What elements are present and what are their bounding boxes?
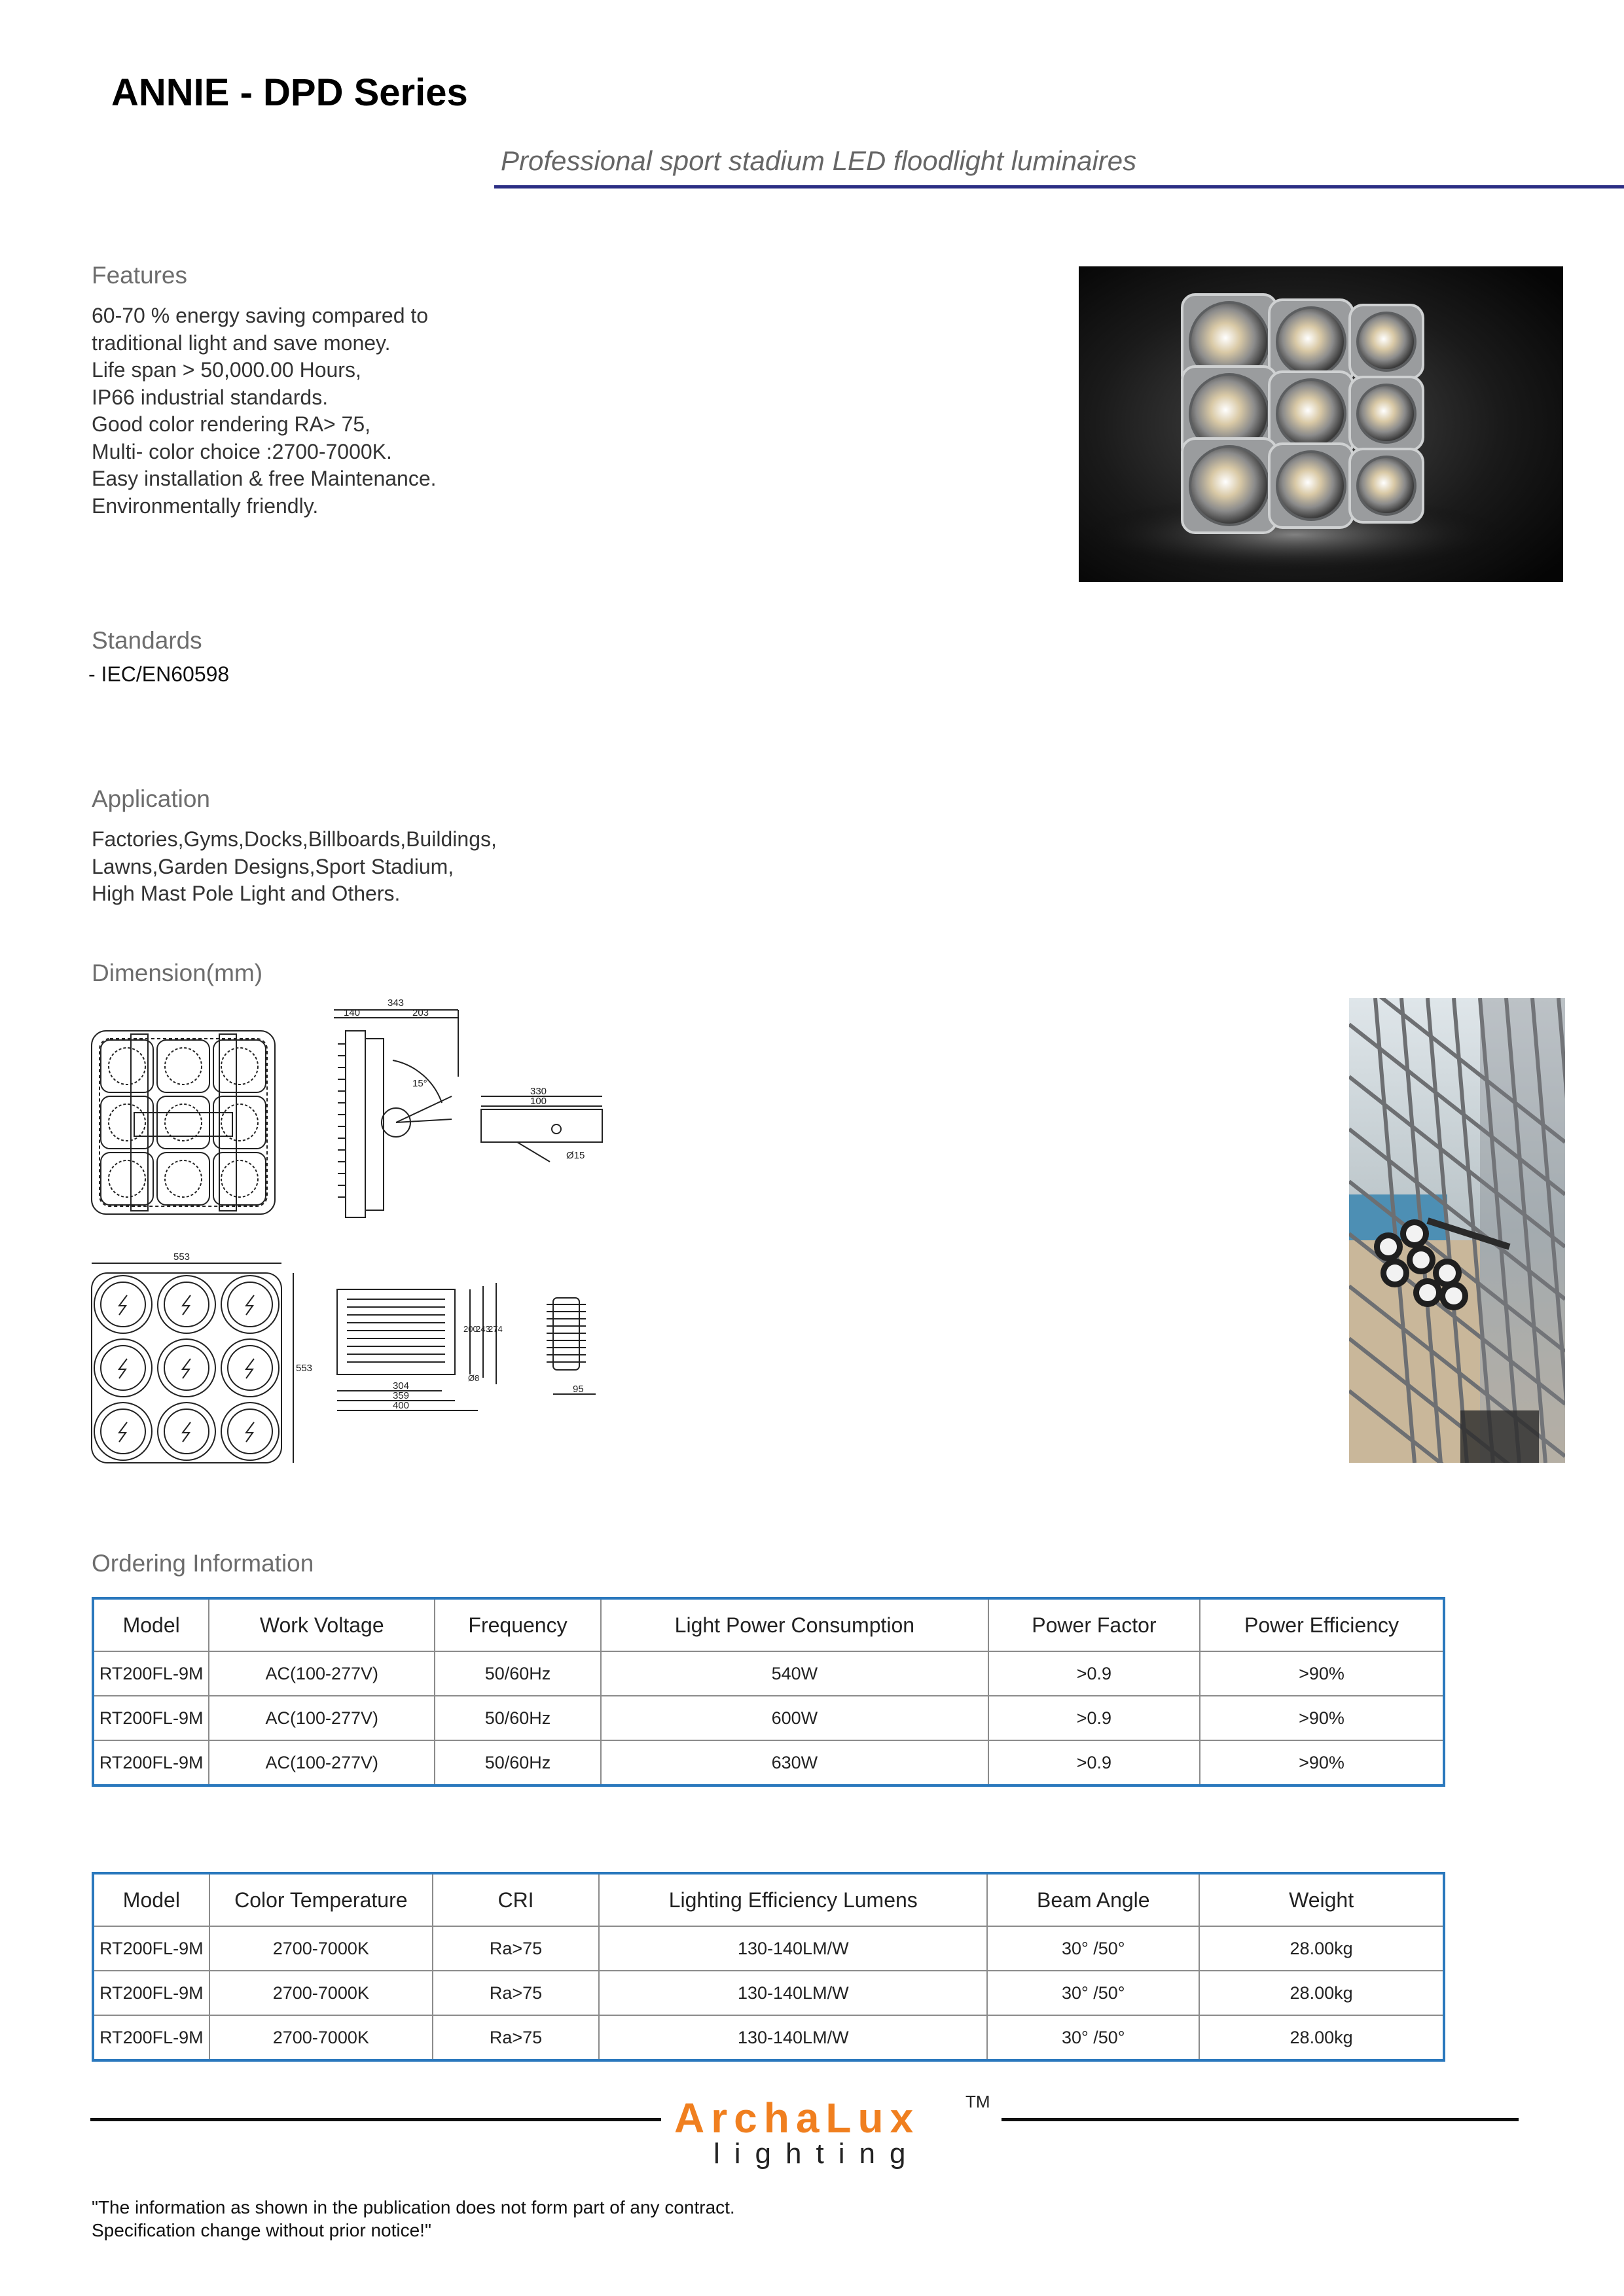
mini-lamp-lens — [1380, 1238, 1397, 1255]
table-cell: RT200FL-9M — [93, 1971, 209, 2015]
feature-line: Multi- color choice :2700-7000K. — [92, 439, 392, 463]
back-cell-ring — [109, 1104, 145, 1141]
table-cell: Ra>75 — [433, 1926, 599, 1971]
front-lens-outer — [221, 1339, 279, 1397]
front-lens-inner — [164, 1282, 209, 1327]
optical-spec-table — [92, 1872, 1445, 2062]
table-cell: RT200FL-9M — [93, 2015, 209, 2060]
application-heading: Application — [92, 785, 211, 812]
front-lens-inner — [228, 1409, 272, 1454]
table-row — [93, 1651, 1444, 1696]
table-cell: RT200FL-9M — [93, 1740, 209, 1785]
back-cell-ring — [109, 1160, 145, 1197]
feature-line: Easy installation & free Maintenance. — [92, 467, 437, 490]
dim-label: 200 — [463, 1324, 478, 1334]
front-lens-mark — [246, 1295, 254, 1315]
ordering-heading: Ordering Information — [92, 1550, 314, 1577]
mini-lamp-lens — [1419, 1284, 1436, 1301]
front-lens-outer — [158, 1276, 215, 1333]
dimension-heading: Dimension(mm) — [92, 960, 263, 986]
back-cell-ring — [221, 1104, 258, 1141]
lamp-lens — [1359, 458, 1414, 513]
table-cell: AC(100-277V) — [209, 1740, 435, 1785]
back-cell-ring — [109, 1048, 145, 1085]
front-lens-outer — [94, 1339, 152, 1397]
front-lens-outer — [94, 1403, 152, 1460]
dim-label: 274 — [488, 1324, 503, 1334]
dim-label: 95 — [573, 1384, 584, 1395]
table-cell: 28.00kg — [1199, 1926, 1444, 1971]
back-cell-ring — [221, 1048, 258, 1085]
electrical-spec-table — [92, 1597, 1445, 1787]
feature-line: Environmentally friendly. — [92, 493, 319, 518]
application-line: High Mast Pole Light and Others. — [92, 882, 401, 905]
mini-lamp-lens — [1445, 1287, 1462, 1304]
table-header: Work Voltage — [209, 1598, 435, 1651]
table-cell: 28.00kg — [1199, 1971, 1444, 2015]
front-view-drawing — [92, 1263, 293, 1463]
table-cell: 2700-7000K — [209, 2015, 433, 2060]
table-cell: >90% — [1200, 1740, 1444, 1785]
dimension-drawings — [85, 998, 609, 1469]
table-cell: 540W — [601, 1651, 988, 1696]
table-header: Power Factor — [988, 1598, 1200, 1651]
dim-label: 400 — [393, 1400, 410, 1411]
table-cell: AC(100-277V) — [209, 1696, 435, 1740]
front-lens-mark — [246, 1422, 254, 1442]
back-cell-ring — [165, 1160, 202, 1197]
logo-brand: ArchaLux — [674, 2094, 920, 2142]
mini-lamp-lens — [1406, 1225, 1423, 1242]
table-row — [93, 1971, 1444, 2015]
table-header: Beam Angle — [987, 1873, 1199, 1926]
dim-label: 304 — [393, 1380, 410, 1391]
lamp-lens — [1278, 381, 1344, 446]
table-header: Power Efficiency — [1200, 1598, 1444, 1651]
subtitle-underline — [494, 185, 1624, 188]
logo-sub: lighting — [713, 2138, 920, 2170]
driver-view-drawing — [337, 1283, 496, 1410]
table-cell: RT200FL-9M — [93, 1651, 209, 1696]
logo-rule-right — [992, 2118, 1519, 2121]
front-lens-inner — [228, 1346, 272, 1390]
feature-line: traditional light and save money. — [92, 331, 391, 355]
table-cell: 600W — [601, 1696, 988, 1740]
table-cell: 50/60Hz — [435, 1696, 601, 1740]
table-header: Lighting Efficiency Lumens — [599, 1873, 987, 1926]
driver-side-drawing — [547, 1298, 596, 1394]
front-lens-inner — [228, 1282, 272, 1327]
feature-line: 60-70 % energy saving compared to — [92, 304, 429, 327]
logo-rule-left — [90, 2118, 666, 2121]
table-header: Model — [93, 1598, 209, 1651]
mini-lamp-lens — [1386, 1265, 1403, 1282]
table-header: Light Power Consumption — [601, 1598, 988, 1651]
features-list — [92, 302, 437, 520]
front-lens-inner — [101, 1282, 145, 1327]
disclaimer-line: Specification change without prior notice!" — [92, 2220, 431, 2240]
table-cell: 2700-7000K — [209, 1971, 433, 2015]
dim-label: 203 — [412, 1007, 429, 1018]
application-list — [92, 826, 497, 908]
table-cell: 28.00kg — [1199, 2015, 1444, 2060]
front-lens-outer — [158, 1339, 215, 1397]
table-header: Weight — [1199, 1873, 1444, 1926]
feature-line: IP66 industrial standards. — [92, 385, 329, 409]
table-cell: 130-140LM/W — [599, 1926, 987, 1971]
table-cell: RT200FL-9M — [93, 1926, 209, 1971]
table-header: CRI — [433, 1873, 599, 1926]
table-row — [93, 2015, 1444, 2060]
table-cell: >0.9 — [988, 1740, 1200, 1785]
front-lens-mark — [119, 1359, 127, 1378]
front-lens-outer — [221, 1276, 279, 1333]
table-cell: 130-140LM/W — [599, 2015, 987, 2060]
table-header-row — [93, 1598, 1444, 1651]
dim-label: Ø8 — [468, 1373, 480, 1383]
table-row — [93, 1740, 1444, 1785]
back-cell-ring — [221, 1160, 258, 1197]
lamp-lens — [1278, 453, 1344, 518]
front-lens-mark — [183, 1422, 190, 1442]
table-cell: >90% — [1200, 1651, 1444, 1696]
front-lens-mark — [183, 1359, 190, 1378]
lamp-lens — [1278, 309, 1344, 374]
table-cell: RT200FL-9M — [93, 1696, 209, 1740]
back-cell-ring — [165, 1048, 202, 1085]
logo-tm: TM — [965, 2092, 990, 2111]
features-heading: Features — [92, 262, 188, 289]
dim-label: 15° — [412, 1078, 427, 1089]
lamp-lens — [1359, 386, 1414, 441]
table-row — [93, 1696, 1444, 1740]
front-lens-outer — [158, 1403, 215, 1460]
table-cell: 30° /50° — [987, 1926, 1199, 1971]
dim-label: 140 — [344, 1007, 361, 1018]
front-lens-mark — [119, 1422, 127, 1442]
table-header: Model — [93, 1873, 209, 1926]
table-cell: 30° /50° — [987, 2015, 1199, 2060]
table-header: Color Temperature — [209, 1873, 433, 1926]
page-title: ANNIE - DPD Series — [111, 71, 468, 114]
table-cell: >0.9 — [988, 1696, 1200, 1740]
lamp-lens — [1359, 314, 1414, 369]
table-cell: Ra>75 — [433, 2015, 599, 2060]
mini-lamp-lens — [1413, 1251, 1430, 1268]
table-cell: >0.9 — [988, 1651, 1200, 1696]
side-view-drawing — [334, 1010, 458, 1217]
table-cell: 50/60Hz — [435, 1651, 601, 1696]
table-cell: 2700-7000K — [209, 1926, 433, 1971]
table-cell: Ra>75 — [433, 1971, 599, 2015]
back-cell-ring — [165, 1104, 202, 1141]
table-cell: 630W — [601, 1740, 988, 1785]
mini-lamp-lens — [1439, 1265, 1456, 1282]
disclaimer — [92, 2196, 735, 2242]
application-line: Lawns,Garden Designs,Sport Stadium, — [92, 854, 454, 878]
table-cell: >90% — [1200, 1696, 1444, 1740]
disclaimer-line: "The information as shown in the publication does not form part of any contract. — [92, 2197, 735, 2217]
table-cell: 130-140LM/W — [599, 1971, 987, 2015]
dim-label: 553 — [173, 1251, 190, 1263]
front-lens-mark — [246, 1359, 254, 1378]
front-lens-outer — [94, 1276, 152, 1333]
dim-label: 243 — [476, 1324, 490, 1334]
front-lens-inner — [101, 1409, 145, 1454]
table-cell: 30° /50° — [987, 1971, 1199, 2015]
dim-label: 359 — [393, 1390, 410, 1401]
table-row — [93, 1926, 1444, 1971]
front-lens-mark — [119, 1295, 127, 1315]
feature-line: Life span > 50,000.00 Hours, — [92, 358, 361, 382]
table-header-row — [93, 1873, 1444, 1926]
dim-label: 100 — [530, 1096, 547, 1107]
dim-label: 553 — [296, 1363, 313, 1374]
front-lens-inner — [101, 1346, 145, 1390]
product-photo — [1079, 266, 1563, 582]
lamp-lens — [1191, 448, 1267, 524]
back-view-drawing — [92, 1031, 275, 1214]
table-cell: 50/60Hz — [435, 1740, 601, 1785]
front-lens-inner — [164, 1346, 209, 1390]
dim-label: 343 — [388, 998, 405, 1009]
dim-label: Ø15 — [566, 1150, 585, 1161]
application-line: Factories,Gyms,Docks,Billboards,Buildings, — [92, 827, 497, 851]
feature-line: Good color rendering RA> 75, — [92, 412, 371, 436]
dim-label: 330 — [530, 1086, 547, 1097]
standards-value: - IEC/EN60598 — [88, 662, 230, 686]
table-cell: AC(100-277V) — [209, 1651, 435, 1696]
front-lens-inner — [164, 1409, 209, 1454]
front-lens-outer — [221, 1403, 279, 1460]
front-lens-mark — [183, 1295, 190, 1315]
page-subtitle: Professional sport stadium LED floodlight luminaires — [501, 145, 1137, 176]
installation-photo — [1349, 998, 1565, 1463]
table-header: Frequency — [435, 1598, 601, 1651]
archalux-logo — [661, 2081, 1001, 2173]
standards-heading: Standards — [92, 627, 202, 654]
